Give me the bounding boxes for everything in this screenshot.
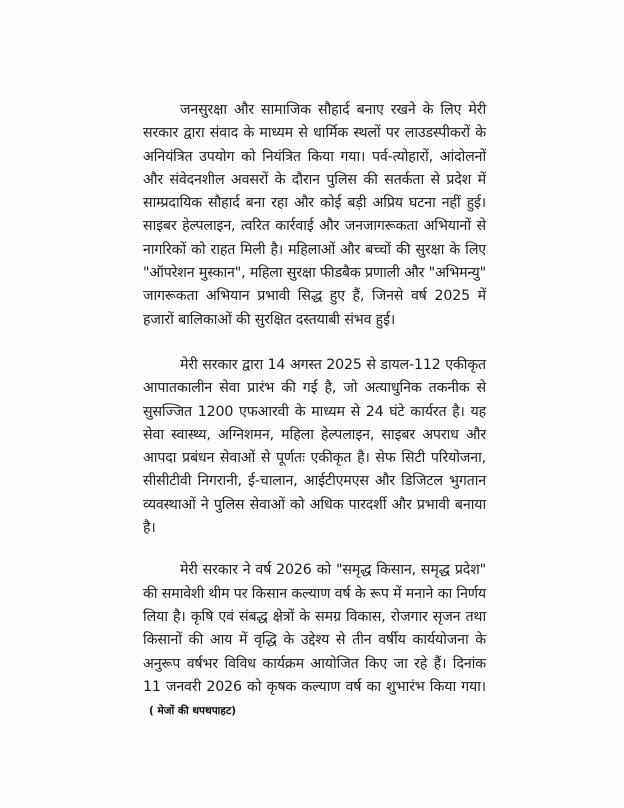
- speech-text-block: [143, 99, 486, 723]
- paragraph-dial-112: [143, 354, 486, 540]
- paragraph-text: मेरी सरकार द्वारा 14 अगस्त 2025 से डायल-112 एकीकृत आपातकालीन सेवा प्रारंभ की गई है, जो अत्याधुनिक तकनीक से सुसज्जित 1200 एफआरवी के माध्यम से 24 घंटे कार्यरत है। यह सेवा स्वास्थ्य, अग्निशमन, महिला हेल्पलाइन, साइबर अपराध और आपदा प्रबंधन सेवाओं से पूर्णतः एकीकृत है। सेफ सिटी परियोजना, सीसीटीवी निगरानी, ई-चालान, आईटीएमएस और डिजिटल भुगतान व्यवस्थाओं ने पुलिस सेवाओं को अधिक पारदर्शी और प्रभावी बनाया है।: [143, 356, 486, 537]
- paragraph-text: जनसुरक्षा और सामाजिक सौहार्द बनाए रखने के लिए मेरी सरकार द्वारा संवाद के माध्यम से धार्मिक स्थलों पर लाउडस्पीकरों के अनियंत्रित उपयोग को नियंत्रित किया गया। पर्व-त्योहारों, आंदोलनों और संवेदनशील अवसरों के दौरान पुलिस की सतर्कता से प्रदेश में साम्प्रदायिक सौहार्द बना रहा और कोई बड़ी अप्रिय घटना नहीं हुई। साइबर हेल्पलाइन, त्वरित कार्रवाई और जनजागरूकता अभियानों से नागरिकों को राहत मिली है। महिलाओं और बच्चों की सुरक्षा के लिए "ऑपरेशन मुस्कान", महिला सुरक्षा फीडबैक प्रणाली और "अभिमन्यु" जागरूकता अभियान प्रभावी सिद्ध हुए हैं, जिनसे वर्ष 2025 में हजारों बालिकाओं की सुरक्षित दस्तयाबी संभव हुई।: [143, 102, 486, 328]
- paragraph-public-safety: [143, 99, 486, 332]
- paragraph-text: मेरी सरकार ने वर्ष 2026 को "समृद्ध किसान, समृद्ध प्रदेश" की समावेशी थीम पर किसान कल्याण वर्ष के रूप में मनाने का निर्णय लिया है। कृषि एवं संबद्ध क्षेत्रों के समग्र विकास, रोजगार सृजन तथा किसानों की आय में वृद्धि के उद्देश्य से तीन वर्षीय कार्ययोजना के अनुरूप वर्षभर विविध कार्यक्रम आयोजित किए जा रहे हैं। दिनांक 11 जनवरी 2026 को कृषक कल्याण वर्ष का शुभारंभ किया गया।: [143, 562, 486, 695]
- applause-note: ( मेजों की थपथपाहट): [149, 705, 237, 718]
- paragraph-farmer-welfare: [143, 559, 486, 723]
